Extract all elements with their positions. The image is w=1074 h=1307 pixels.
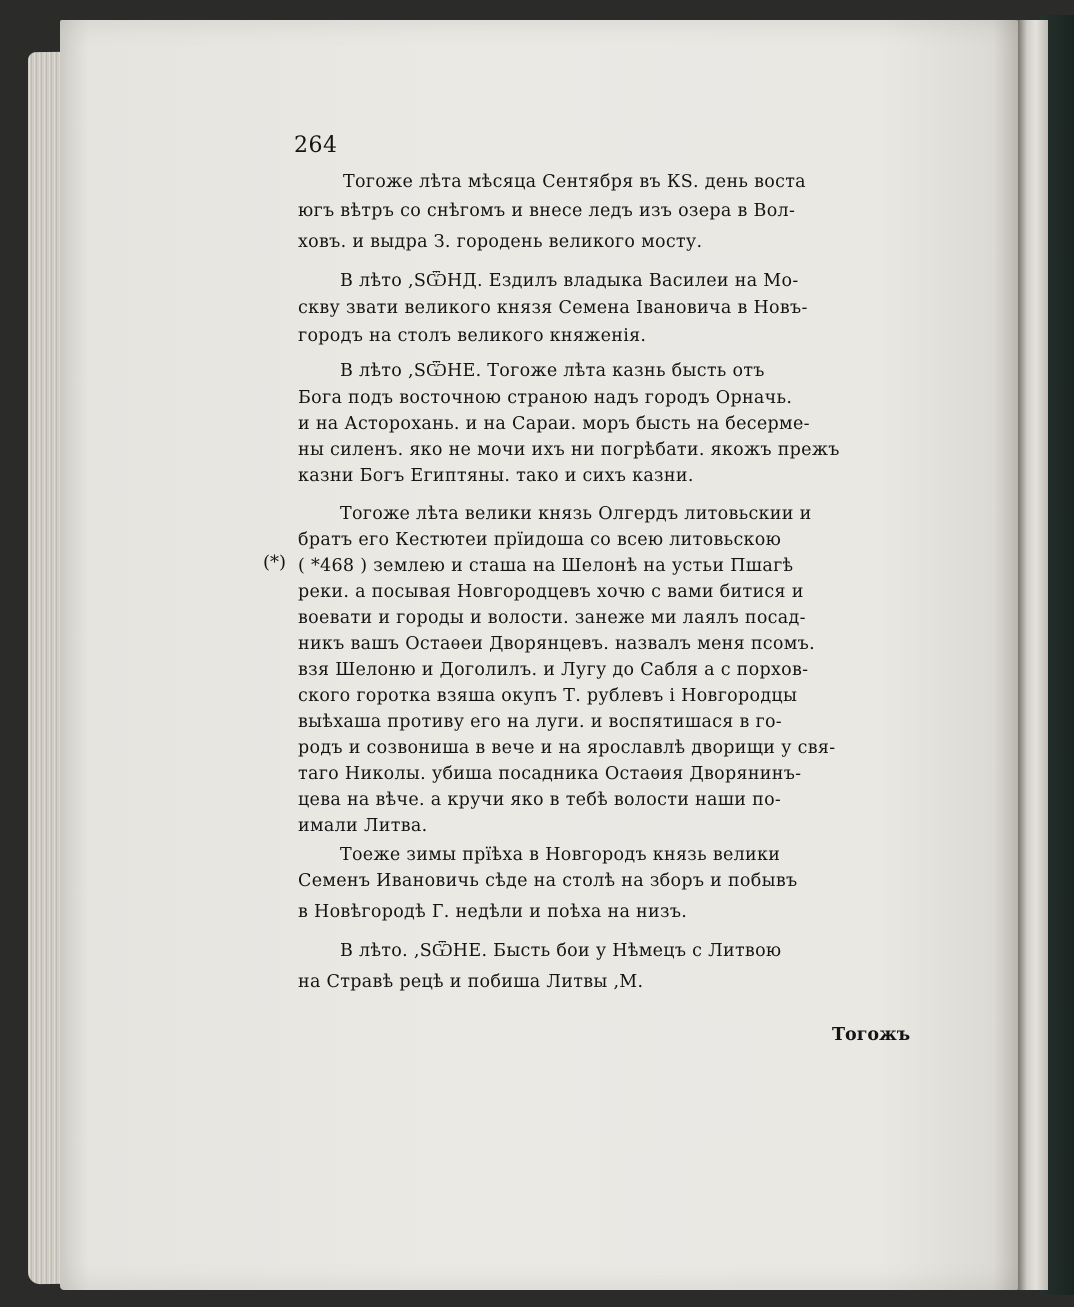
text-line: имали Литва. (298, 816, 428, 836)
page-number: 264 (294, 133, 338, 158)
margin-note: (*) (263, 552, 287, 573)
text-line: югъ вѣтръ со снѣгомъ и внесе ледъ изъ озера в Вол- (298, 201, 796, 221)
text-line: воевати и городы и волости. занеже ми лаялъ посад- (298, 608, 806, 628)
text-line: выѣхаша противу его на луги. и воспятишася в го- (298, 712, 783, 732)
text-line: ны силенъ. яко не мочи ихъ ни погрѣбати. якожъ прежъ (298, 440, 840, 460)
text-line: взя Шелоню и Доголилъ. и Лугу до Сабля а с порхов- (298, 660, 809, 680)
text-line: и на Асторохань. и на Сараи. моръ бысть на бесерме- (298, 414, 810, 434)
text-line: ( *468 ) землею и сташа на Шелонѣ на устьи Пшагѣ (298, 556, 794, 576)
text-line: Семенъ Ивановичь сѣде на столѣ на зборъ и побывъ (298, 871, 798, 891)
catchword: Тогожъ (832, 1025, 911, 1045)
text-line: цева на вѣче. а кручи яко в тебѣ волости наши по- (298, 790, 782, 810)
text-line: реки. а посывая Новгородцевъ хочю с вами битися и (298, 582, 804, 602)
text-line: городъ на столъ великого княженія. (298, 326, 647, 346)
text-line: Тоеже зимы прїѣха в Новгородъ князь велики (340, 845, 781, 865)
text-line: ского горотка взяша окупъ Т. рублевъ і Новгородцы (298, 686, 798, 706)
text-line: на Стравѣ рецѣ и побиша Литвы ,М. (298, 972, 644, 992)
text-line: братъ его Кестютеи прїидоша со всею литовьскою (298, 530, 782, 550)
text-line: ховъ. и выдра З. городень великого мосту. (298, 232, 703, 252)
text-line: скву звати великого князя Семена Івановича в Новъ- (298, 298, 808, 318)
text-line: Тогоже лѣта велики князь Олгердъ литовьскии и (340, 504, 812, 524)
text-line: таго Николы. убиша посадника Остаѳия Дворянинъ- (298, 764, 802, 784)
text-line: В лѣто ,ЅѾНЕ. Тогоже лѣта казнь бысть отъ (340, 361, 765, 381)
text-line: казни Богъ Египтяны. тако и сихъ казни. (298, 466, 694, 486)
text-line: никъ вашъ Остаѳеи Дворянцевъ. назвалъ меня псомъ. (298, 634, 815, 654)
text-line: Бога подъ восточною страною надъ городъ Орначь. (298, 388, 793, 408)
text-line: в Новѣгородѣ Г. недѣли и поѣха на низъ. (298, 902, 688, 922)
text-line: В лѣто. ,ЅѾНЕ. Бысть бои у Нѣмецъ с Литвою (340, 941, 782, 961)
text-line: родъ и созвониша в вече и на ярославлѣ дворищи у свя- (298, 738, 836, 758)
text-line: В лѣто ,ЅѾНД. Ездилъ владыка Василеи на Мо- (340, 271, 799, 291)
text-line: Тогоже лѣта мѣсяца Сентября въ КЅ. день воста (343, 172, 806, 192)
